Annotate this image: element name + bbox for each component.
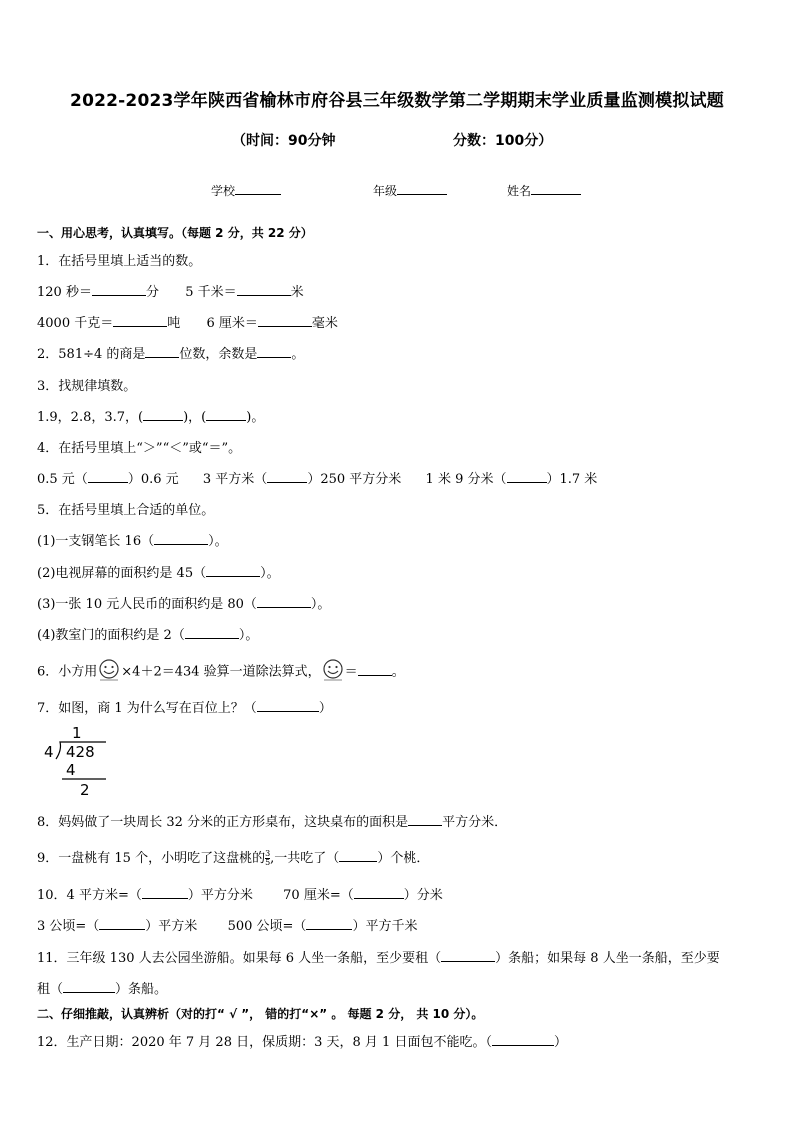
- q8: [37, 811, 507, 830]
- q5-3-blank[interactable]: [257, 595, 311, 608]
- q1-row-1: [37, 281, 304, 300]
- q6-mid: ×4＋2＝434 验算一道除法算式，: [121, 664, 321, 680]
- q1b-blank[interactable]: [237, 283, 291, 296]
- q4c-blank[interactable]: [507, 470, 547, 483]
- q11-blank-1[interactable]: [441, 949, 495, 962]
- q1-stem: 1．在括号里填上适当的数。: [37, 254, 202, 269]
- q4a-post: ）0.6 元: [127, 472, 179, 487]
- remainder: 2: [80, 781, 90, 798]
- q8-post: 平方分米．: [442, 815, 508, 830]
- q5-item-3: [37, 593, 330, 612]
- q12: [37, 1031, 567, 1050]
- q11-line2-pre: 租（: [37, 982, 64, 997]
- q6-pre: 6．小方用: [37, 664, 98, 680]
- q8-pre: 8．妈妈做了一块周长 32 分米的正方形桌布，这块桌布的面积是: [37, 815, 409, 830]
- q10d-blank[interactable]: [306, 917, 352, 930]
- q4c-pre: 1 米 9 分米（: [425, 472, 507, 487]
- q5-item-1: [37, 530, 228, 549]
- q3-sequence: [37, 406, 264, 425]
- q10b-pre: 70 厘米=（: [283, 888, 354, 903]
- q12-post: ）: [553, 1035, 567, 1050]
- q10b-post: ）分米: [403, 888, 443, 903]
- q10d-post: ）平方千米: [352, 919, 418, 934]
- q10a-pre: 10．4 平方米=（: [37, 888, 142, 903]
- q7-blank[interactable]: [257, 699, 319, 712]
- q10d-pre: 500 公顷=（: [227, 919, 307, 934]
- dividend: 428: [66, 743, 95, 761]
- q5-item-2: [37, 562, 280, 581]
- time-label: （时间：90分钟: [232, 133, 336, 149]
- q5-item-4: [37, 624, 258, 643]
- q10c-pre: 3 公顷=（: [37, 919, 100, 934]
- q5-3-pre: (3)一张 10 元人民币的面积约是 80（: [37, 597, 257, 612]
- q5-stem: 5．在括号里填上合适的单位。: [37, 503, 215, 518]
- q11-line-2: [37, 978, 167, 997]
- q9-post: ）个桃．: [377, 851, 430, 866]
- q3-blank-1[interactable]: [143, 408, 183, 421]
- product: 4: [66, 761, 76, 779]
- q2-blank-1[interactable]: [145, 345, 179, 358]
- score-label: 分数：100分）: [453, 133, 553, 149]
- q1d-blank[interactable]: [258, 314, 312, 327]
- q5-1-pre: (1)一支钢笔长 16（: [37, 534, 155, 549]
- section-2-heading: 二、仔细推敲，认真辨析（对的打“ √ ”， 错的打“×” 。 每题 2 分， 共 10 分）。: [37, 1007, 484, 1021]
- q1c-text: 4000 千克＝: [37, 316, 114, 331]
- q5-3-post: ）。: [310, 597, 331, 612]
- q5-4-pre: (4)教室门的面积约是 2（: [37, 628, 185, 643]
- q2-post: 。: [291, 347, 305, 362]
- q9-pre: 9．一盘桃有 15 个，小明吃了这盘桃的: [37, 851, 266, 866]
- q4-row: [37, 468, 597, 487]
- fraction-denominator: 5: [265, 858, 271, 867]
- q10-row-2: [37, 915, 417, 934]
- q8-blank[interactable]: [408, 813, 442, 826]
- q11-pre: 11．三年级 130 人去公园坐游船。如果每 6 人坐一条船，至少要租（: [37, 951, 442, 966]
- q4a-blank[interactable]: [88, 470, 128, 483]
- name-field[interactable]: [507, 182, 581, 199]
- school-blank[interactable]: [235, 182, 281, 195]
- q3-seq: 1.9，2.8，3.7，(: [37, 410, 144, 425]
- q9: [37, 847, 429, 867]
- q4b-post: ）250 平方分米: [307, 472, 402, 487]
- q5-2-blank[interactable]: [206, 564, 260, 577]
- q10a-post: ）平方分米: [187, 888, 253, 903]
- q5-2-post: ）。: [260, 566, 280, 581]
- q2-blank-2[interactable]: [257, 345, 291, 358]
- q5-1-blank[interactable]: [154, 532, 208, 545]
- grade-blank[interactable]: [397, 182, 447, 195]
- school-label: 学校: [211, 184, 236, 198]
- q10b-blank[interactable]: [354, 886, 404, 899]
- q11-line-1: [37, 947, 720, 966]
- q4a-pre: 0.5 元（: [37, 472, 88, 487]
- q12-pre: 12．生产日期：2020 年 7 月 28 日，保质期：3 天，8 月 1 日面包不能吃。（: [37, 1035, 492, 1050]
- q5-1-post: ）。: [208, 534, 228, 549]
- q1b-unit: 米: [290, 285, 304, 300]
- long-division-figure: [44, 722, 124, 802]
- q10c-post: ）平方米: [145, 919, 198, 934]
- q6-post: 。: [391, 664, 405, 680]
- divisor: 4: [44, 743, 54, 761]
- q4b-pre: 3 平方米（: [202, 472, 268, 487]
- q6-eq: ＝: [344, 664, 358, 680]
- q1d-text: 6 厘米＝: [206, 316, 258, 331]
- q10-row-1: [37, 884, 443, 903]
- q5-4-post: ）。: [238, 628, 259, 643]
- q1a-text: 120 秒＝: [37, 285, 92, 300]
- q10a-blank[interactable]: [142, 886, 188, 899]
- q1b-text: 5 千米＝: [185, 285, 237, 300]
- q1c-blank[interactable]: [113, 314, 167, 327]
- q3-blank-2[interactable]: [206, 408, 246, 421]
- q3-stem: 3．找规律填数。: [37, 379, 137, 394]
- q1c-unit: 吨: [167, 316, 181, 331]
- q5-2-pre: (2)电视屏幕的面积约是 45（: [37, 566, 207, 581]
- q7-stem: [37, 697, 332, 716]
- q10c-blank[interactable]: [99, 917, 145, 930]
- q1d-unit: 毫米: [311, 316, 338, 331]
- q2-pre: 2．581÷4 的商是: [37, 347, 146, 362]
- q2: [37, 343, 304, 362]
- fraction-numerator: 3: [265, 849, 271, 858]
- q1a-blank[interactable]: [92, 283, 146, 296]
- q5-4-blank[interactable]: [185, 626, 239, 639]
- school-field[interactable]: [211, 182, 281, 199]
- q4-stem: 4．在括号里填上“＞”“＜”或“＝”。: [37, 441, 242, 456]
- q4c-post: ）1.7 米: [546, 472, 598, 487]
- page-title: 2022-2023学年陕西省榆林市府谷县三年级数学第二学期期末学业质量监测模拟试题: [70, 91, 724, 111]
- q1a-unit: 分: [145, 285, 159, 300]
- section-1-heading: 一、用心思考，认真填写。（每题 2 分，共 22 分）: [37, 226, 313, 240]
- q3-mid: )，(: [183, 410, 207, 425]
- q11-mid: ）条船；如果每 8 人坐一条船，至少要: [495, 951, 720, 966]
- q6-blank[interactable]: [358, 663, 392, 676]
- q7-post: ）: [318, 701, 332, 716]
- name-blank[interactable]: [531, 182, 581, 195]
- q1-row-2: [37, 312, 338, 331]
- quotient-digit: 1: [72, 724, 82, 742]
- q3-post: )。: [246, 410, 265, 425]
- name-label: 姓名: [507, 184, 532, 198]
- q12-blank[interactable]: [492, 1033, 554, 1046]
- q11-line2-post: ）条船。: [115, 982, 168, 997]
- q11-blank-2[interactable]: [63, 980, 115, 993]
- q9-blank[interactable]: [339, 849, 377, 862]
- q7-text: 7．如图，商 1 为什么写在百位上？（: [37, 701, 257, 716]
- smiley-face-icon: [321, 658, 345, 686]
- grade-label: 年级: [373, 184, 398, 198]
- grade-field[interactable]: [373, 182, 447, 199]
- q4b-blank[interactable]: [267, 470, 307, 483]
- q2-mid: 位数，余数是: [179, 347, 258, 362]
- smiley-face-icon: [97, 658, 121, 686]
- q9-mid: ,一共吃了（: [270, 851, 340, 866]
- q6: [37, 658, 405, 686]
